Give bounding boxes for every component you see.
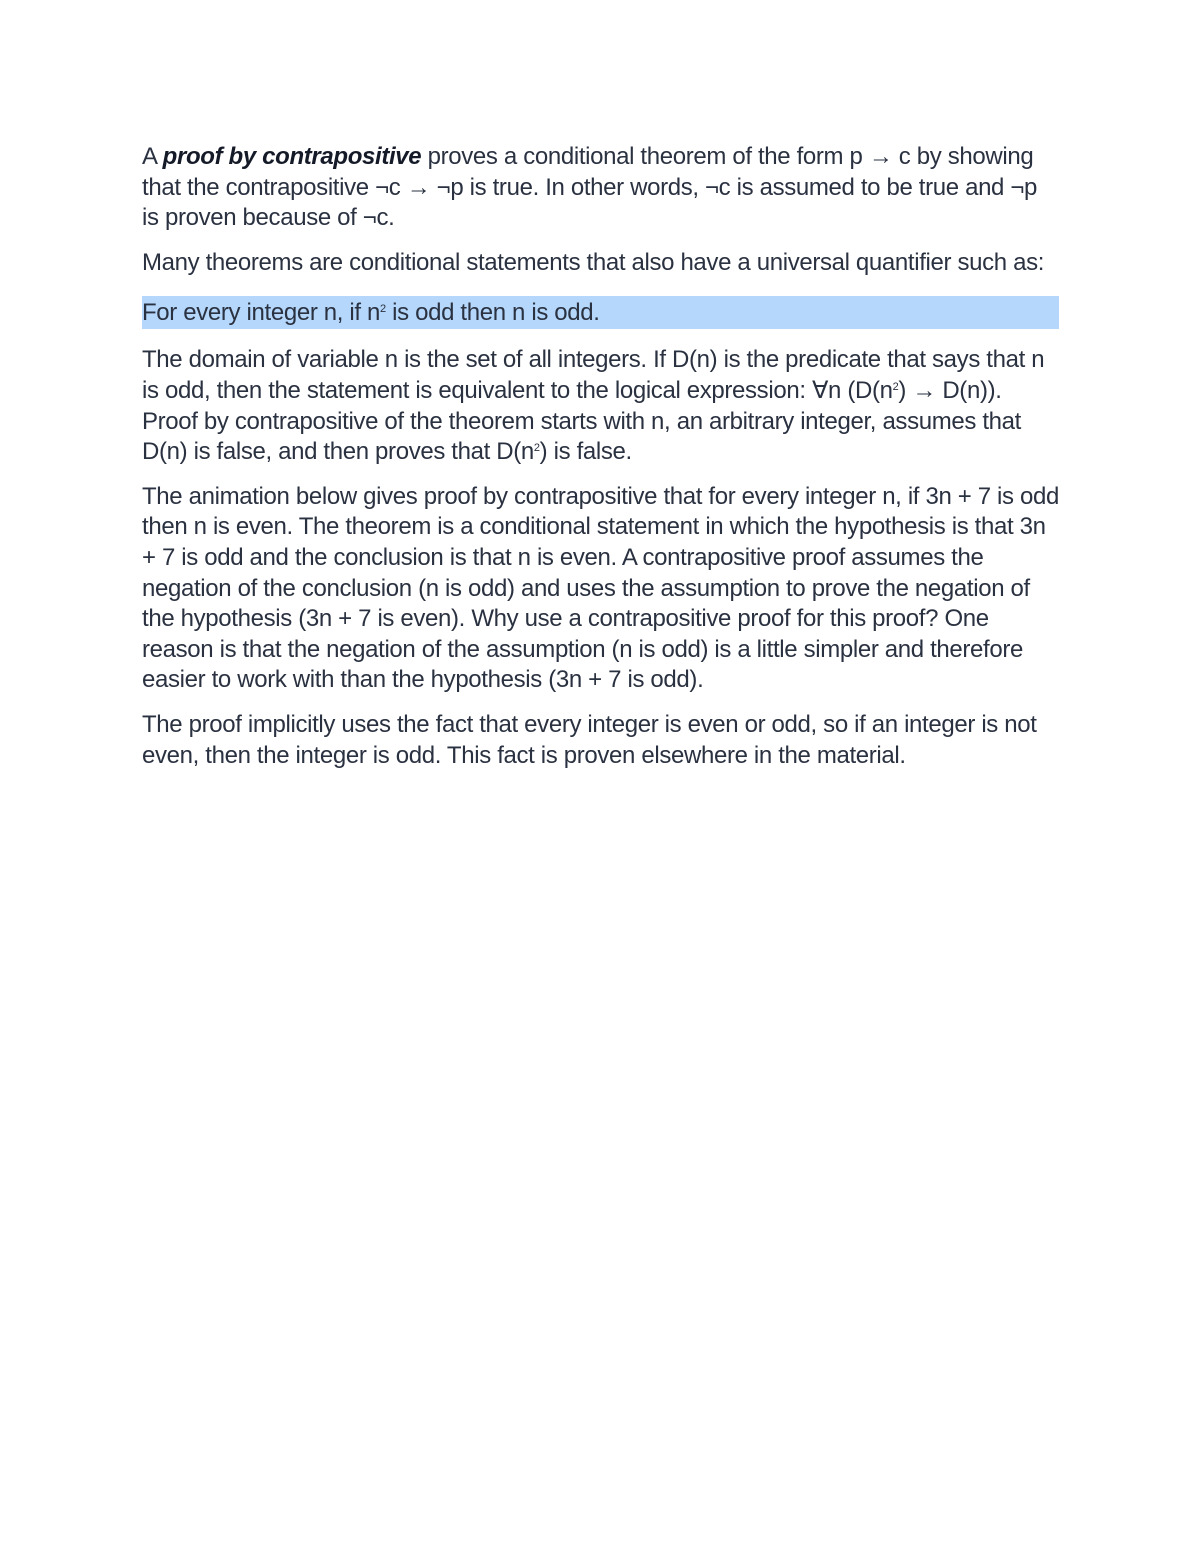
theorem-exponent: 2 <box>380 303 386 316</box>
animation-paragraph: The animation below gives proof by contrapositive that for every integer n, if 3n + 7 is odd then n is even. The theorem is a conditional statement in which the hypothesis is that 3n + 7 is odd and the conclusion is that n is even. A contrapositive proof assumes the negation of the conclusion (n is odd) and uses the assumption to prove the negation of the hypothesis (3n + 7 is even). Why use a contrapositive proof for this proof? One reason is that the negation of the assumption (n is odd) is a little simpler and therefore easier to work with than the hypothesis (3n + 7 is odd). <box>142 482 1059 694</box>
domain-part-b: ) → D(n)). Proof by contrapositive of the theorem starts with n, an arbitrary integer, assumes that D(n) is false, and then proves that D(n <box>142 376 1021 466</box>
theorem-part-a: For every integer n, if n <box>142 299 381 327</box>
theorem-part-b: is odd then n is odd. <box>385 299 600 327</box>
intro-rest: proves a conditional theorem of the form p → c by showing that the contrapositive ¬c → ¬p is true. In other words, ¬c is assumed to be true and ¬p is proven because of ¬c. <box>142 143 1038 232</box>
domain-exponent-1: 2 <box>892 380 899 393</box>
domain-exponent-2: 2 <box>533 442 540 455</box>
key-term: proof by contrapositive <box>162 143 422 170</box>
domain-part-c: ) is false. <box>539 438 632 466</box>
implicit-fact-paragraph: The proof implicitly uses the fact that every integer is even or odd, so if an integer is not even, then the integer is odd. This fact is proven elsewhere in the material. <box>142 710 1037 769</box>
domain-part-a: The domain of variable n is the set of all integers. If D(n) is the predicate that says that n is odd, then the statement is equivalent to the logical expression: ∀n (D(n <box>142 346 1045 404</box>
intro-paragraph <box>142 142 1059 234</box>
document-body <box>142 142 1059 785</box>
intro-lead: A <box>142 143 163 170</box>
highlighted-theorem <box>142 296 1059 329</box>
domain-paragraph <box>142 345 1059 467</box>
quantifier-paragraph: Many theorems are conditional statements that also have a universal quantifier such as: <box>142 248 1045 276</box>
